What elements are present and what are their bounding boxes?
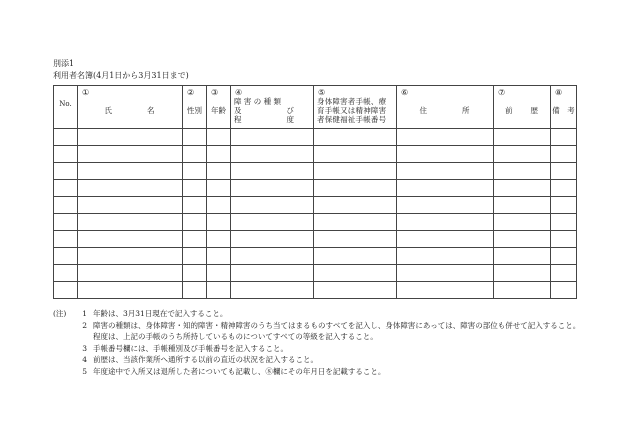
table-cell[interactable]: [78, 214, 183, 231]
table-row: [54, 129, 577, 146]
table-cell[interactable]: [183, 129, 207, 146]
table-cell[interactable]: [397, 282, 494, 299]
table-cell[interactable]: [397, 265, 494, 282]
note-item: 程度は、上記の手帳のうち所持しているものについてすべての等級を記入すること。: [93, 332, 378, 341]
table-cell[interactable]: [551, 265, 577, 282]
table-cell[interactable]: [551, 248, 577, 265]
table-cell[interactable]: [397, 163, 494, 180]
table-cell[interactable]: [314, 282, 397, 299]
table-row: [54, 282, 577, 299]
table-cell[interactable]: [231, 146, 314, 163]
table-cell[interactable]: [78, 265, 183, 282]
table-cell[interactable]: [183, 265, 207, 282]
table-row: [54, 197, 577, 214]
table-cell[interactable]: [314, 214, 397, 231]
table-cell[interactable]: [183, 248, 207, 265]
table-cell[interactable]: [54, 265, 78, 282]
table-cell[interactable]: [314, 231, 397, 248]
table-cell[interactable]: [397, 231, 494, 248]
table-cell[interactable]: [78, 163, 183, 180]
header-disability-type: ④ 障 害 の 種 類 及 び 程 度: [231, 86, 314, 129]
note-item: (注) 1 年齢は、3月31日現在で記入すること。: [53, 309, 228, 318]
table-cell[interactable]: [551, 231, 577, 248]
table-cell[interactable]: [207, 265, 231, 282]
table-cell[interactable]: [183, 197, 207, 214]
table-cell[interactable]: [78, 146, 183, 163]
table-cell[interactable]: [314, 197, 397, 214]
table-cell[interactable]: [397, 197, 494, 214]
table-cell[interactable]: [54, 197, 78, 214]
table-cell[interactable]: [207, 197, 231, 214]
table-cell[interactable]: [207, 248, 231, 265]
table-cell[interactable]: [231, 265, 314, 282]
table-cell[interactable]: [231, 129, 314, 146]
table-cell[interactable]: [54, 231, 78, 248]
table-cell[interactable]: [551, 146, 577, 163]
table-cell[interactable]: [494, 282, 551, 299]
header-address: ⑥ 住 所: [397, 86, 494, 129]
table-cell[interactable]: [78, 180, 183, 197]
table-cell[interactable]: [551, 282, 577, 299]
note-item: 2 障害の種類は、身体障害・知的障害・精神障害のうち当てはまるものすべてを記入し、身体障害にあっては、障害の部位も併せて記入すること。: [82, 320, 581, 330]
table-cell[interactable]: [494, 180, 551, 197]
table-cell[interactable]: [551, 197, 577, 214]
table-cell[interactable]: [231, 163, 314, 180]
table-cell[interactable]: [494, 214, 551, 231]
table-cell[interactable]: [183, 146, 207, 163]
table-cell[interactable]: [494, 129, 551, 146]
table-cell[interactable]: [231, 282, 314, 299]
header-row: [54, 86, 577, 129]
table-cell[interactable]: [207, 180, 231, 197]
table-cell[interactable]: [551, 163, 577, 180]
table-cell[interactable]: [314, 146, 397, 163]
table-cell[interactable]: [551, 129, 577, 146]
table-cell[interactable]: [207, 146, 231, 163]
table-cell[interactable]: [183, 214, 207, 231]
table-cell[interactable]: [207, 129, 231, 146]
table-cell[interactable]: [494, 197, 551, 214]
table-cell[interactable]: [231, 248, 314, 265]
table-row: [54, 214, 577, 231]
table-cell[interactable]: [207, 163, 231, 180]
note-item: 3 手帳番号欄には、手帳種別及び手帳番号を記入すること。: [82, 343, 288, 353]
notes-section: [53, 308, 593, 377]
document-title: 利用者名簿(4月1日から3月31日まで): [53, 71, 189, 80]
table-cell[interactable]: [551, 180, 577, 197]
header-name: ① 氏 名: [78, 86, 183, 129]
attachment-label: 別添1: [53, 59, 75, 68]
user-register-table: [53, 85, 577, 299]
table-cell[interactable]: [183, 282, 207, 299]
table-cell[interactable]: [54, 180, 78, 197]
table-cell[interactable]: [397, 214, 494, 231]
notes-mark: (注): [53, 309, 67, 318]
table-cell[interactable]: [314, 163, 397, 180]
table-row: [54, 231, 577, 248]
table-cell[interactable]: [314, 265, 397, 282]
table-cell[interactable]: [183, 180, 207, 197]
table-cell[interactable]: [78, 129, 183, 146]
table-cell[interactable]: [207, 282, 231, 299]
table-cell[interactable]: [231, 214, 314, 231]
table-cell[interactable]: [551, 214, 577, 231]
table-cell[interactable]: [231, 180, 314, 197]
table-cell[interactable]: [207, 231, 231, 248]
table-cell[interactable]: [54, 282, 78, 299]
table-cell[interactable]: [207, 214, 231, 231]
table-cell[interactable]: [397, 180, 494, 197]
table-cell[interactable]: [494, 163, 551, 180]
table-row: [54, 265, 577, 282]
table-row: [54, 146, 577, 163]
header-remarks: ⑧ 備 考: [551, 86, 577, 129]
table-row: [54, 248, 577, 265]
table-cell[interactable]: [397, 248, 494, 265]
note-item: 4 前歴は、当該作業所へ通所する以前の直近の状況を記入すること。: [82, 355, 318, 364]
table-cell[interactable]: [494, 146, 551, 163]
table-cell[interactable]: [231, 231, 314, 248]
table-cell[interactable]: [494, 231, 551, 248]
table-cell[interactable]: [78, 282, 183, 299]
header-age: ③ 年齢: [207, 86, 231, 129]
table-cell[interactable]: [78, 231, 183, 248]
table-cell[interactable]: [54, 248, 78, 265]
table-cell[interactable]: [183, 163, 207, 180]
table-cell[interactable]: [231, 197, 314, 214]
table-cell[interactable]: [183, 231, 207, 248]
table-row: [54, 163, 577, 180]
table-cell[interactable]: [494, 248, 551, 265]
header-history: ⑦ 前 歴: [494, 86, 551, 129]
table-cell[interactable]: [54, 214, 78, 231]
table-cell[interactable]: [78, 197, 183, 214]
table-cell[interactable]: [314, 129, 397, 146]
header-certificate-number: ⑤ 身体障害者手帳、療 育手帳又は精神障害 者保健福祉手帳番号: [314, 86, 397, 129]
table-cell[interactable]: [54, 163, 78, 180]
table-cell[interactable]: [494, 265, 551, 282]
table-cell[interactable]: [78, 248, 183, 265]
table-cell[interactable]: [314, 248, 397, 265]
header-sex: ② 性別: [183, 86, 207, 129]
table-cell[interactable]: [54, 129, 78, 146]
table-cell[interactable]: [314, 180, 397, 197]
header-no: No.: [54, 86, 78, 129]
table-row: [54, 180, 577, 197]
table-cell[interactable]: [397, 129, 494, 146]
table-cell[interactable]: [397, 146, 494, 163]
table-cell[interactable]: [54, 146, 78, 163]
note-item: 5 年度途中で入所又は退所した者についても記載し、⑧欄にその年月日を記載すること。: [82, 366, 386, 376]
